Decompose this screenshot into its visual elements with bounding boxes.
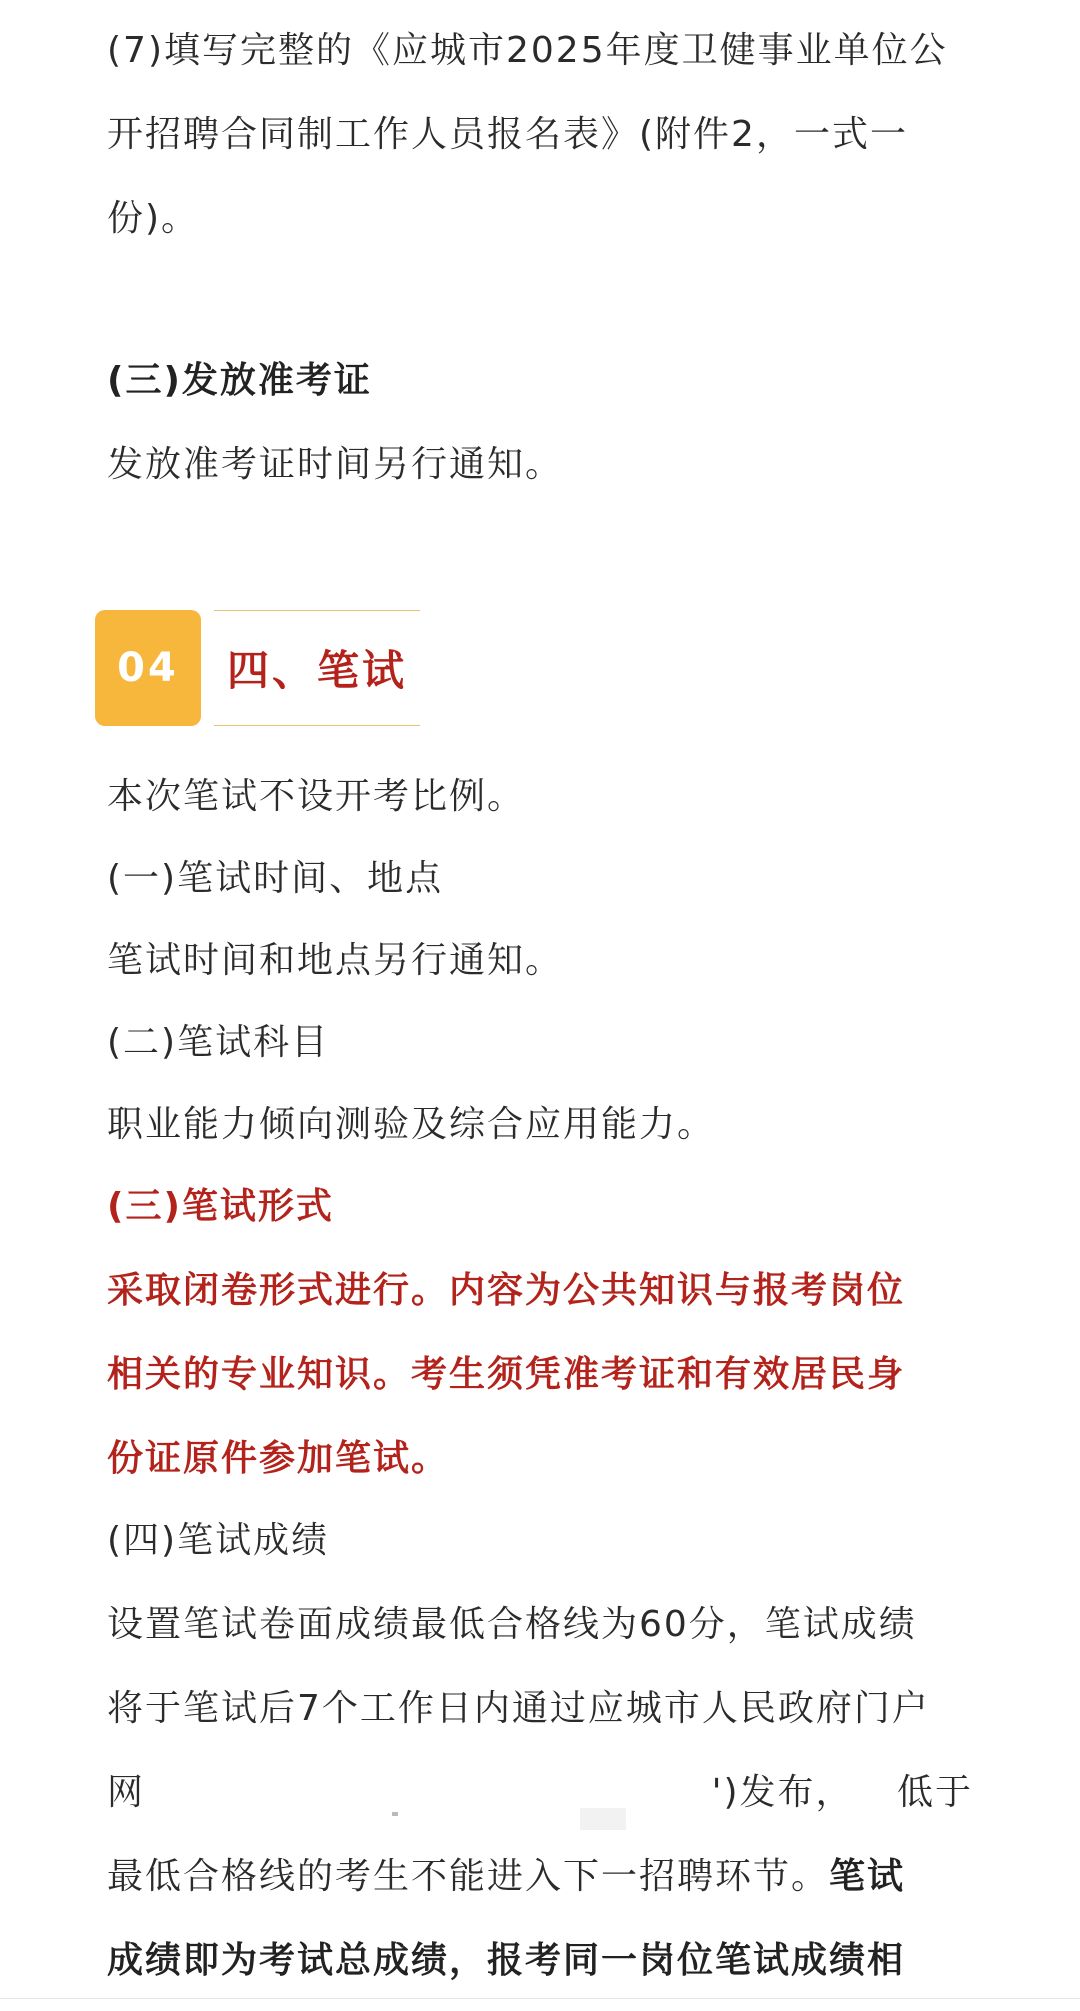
subjects-heading: (二)笔试科目	[107, 1022, 330, 1063]
score-line3-below: 低于	[896, 1772, 973, 1813]
score-line3	[107, 1764, 973, 1815]
score-line4	[107, 1848, 973, 1899]
format-line3: 份证原件参加笔试。	[107, 1438, 450, 1479]
score-line4-normal: 最低合格线的考生不能进入下一招聘环节。	[107, 1856, 830, 1897]
redaction-dot	[392, 1812, 398, 1816]
format-line2: 相关的专业知识。考生须凭准考证和有效居民身	[107, 1354, 906, 1395]
score-line4-bold: 笔试	[829, 1856, 906, 1897]
bottom-divider	[0, 1998, 1080, 1999]
format-line1: 采取闭卷形式进行。内容为公共知识与报考岗位	[107, 1270, 906, 1311]
admission-ticket-body: 发放准考证时间另行通知。	[107, 444, 564, 485]
section-title-box	[214, 610, 420, 726]
section-number-badge: 04	[95, 610, 201, 726]
item7-line1: (7)填写完整的《应城市2025年度卫健事业单位公	[107, 30, 948, 71]
score-line1: 设置笔试卷面成绩最低合格线为60分，笔试成绩	[107, 1604, 917, 1645]
subjects-body: 职业能力倾向测验及综合应用能力。	[107, 1104, 716, 1145]
score-line3-publish: ')发布，	[711, 1772, 854, 1813]
item7-line2: 开招聘合同制工作人员报名表》(附件2，一式一	[107, 114, 908, 155]
score-line5: 成绩即为考试总成绩，报考同一岗位笔试成绩相	[107, 1940, 906, 1981]
score-line2: 将于笔试后7个工作日内通过应城市人民政府门户	[107, 1688, 930, 1729]
time-place-heading: (一)笔试时间、地点	[107, 858, 444, 899]
section-title: 四、笔试	[226, 646, 407, 695]
redaction-mark	[580, 1808, 626, 1830]
time-place-body: 笔试时间和地点另行通知。	[107, 940, 564, 981]
format-heading: (三)笔试形式	[107, 1186, 334, 1227]
score-line3-left: 网	[107, 1772, 146, 1813]
score-line3-right	[712, 1764, 973, 1815]
score-heading: (四)笔试成绩	[107, 1520, 330, 1561]
score-line3-row	[107, 1764, 973, 1815]
admission-ticket-heading: (三)发放准考证	[107, 360, 372, 401]
item7-line3: 份)。	[107, 198, 200, 239]
exam-intro: 本次笔试不设开考比例。	[107, 776, 526, 817]
